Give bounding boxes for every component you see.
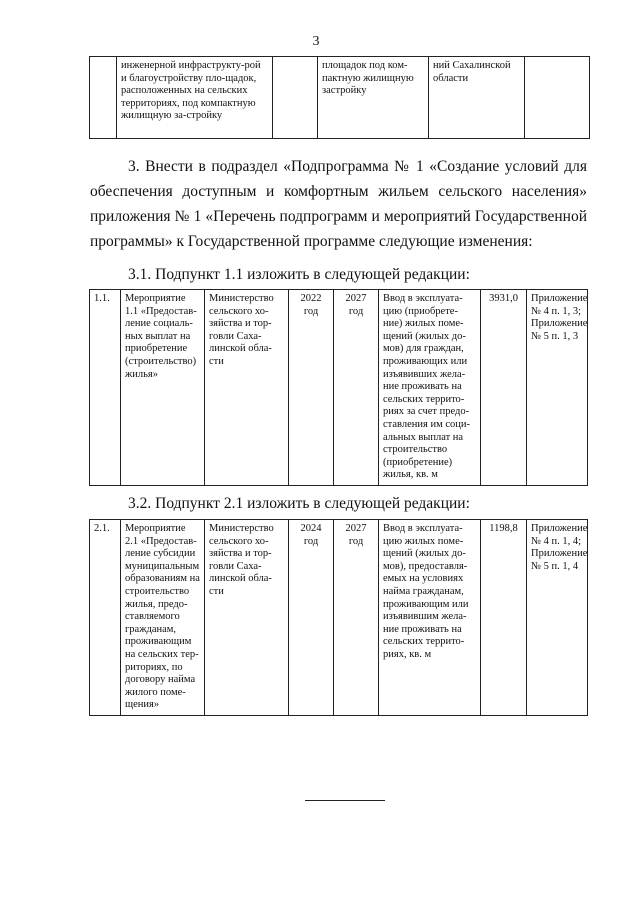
ministry: Министерство сельского хо-зяйства и тор-говли Саха-линской обла-сти — [205, 290, 289, 486]
row-number: 2.1. — [90, 520, 121, 716]
table-row-2-1 — [89, 519, 588, 716]
end-year: 2027 год — [334, 290, 379, 486]
event-name: Мероприятие 1.1 «Предостав-ление социаль-ных выплат на приобретение (строительство) жилья» — [121, 290, 205, 486]
cell-description: инженерной инфраструкту-рой и благоустройству пло-щадок, расположенных на сельских территориях, под компактную жилищную за-стройку — [117, 57, 273, 139]
event-name: Мероприятие 2.1 «Предостав-ление субсидии муниципальным образованиям на строительство жилья, предо-ставляемого гражданам, проживающим на сельских тер-риториях, по договору найма жилого поме-щения» — [121, 520, 205, 716]
value: 1198,8 — [481, 520, 527, 716]
heading-3-1: 3.1. Подпункт 1.1 изложить в следующей редакции: — [128, 266, 470, 283]
end-divider — [305, 800, 385, 801]
heading-3-2: 3.2. Подпункт 2.1 изложить в следующей редакции: — [128, 495, 470, 512]
end-year: 2027 год — [334, 520, 379, 716]
indicator: Ввод в эксплуата-цию жилых поме-щений (жилых до-мов), предоставля-емых на условиях найма гражданам, проживающим или изъявившим жела-ние проживать на сельских террито-риях, кв. м — [379, 520, 481, 716]
start-year: 2022 год — [289, 290, 334, 486]
start-year: 2024 год — [289, 520, 334, 716]
cell-executor: ний Сахалинской области — [429, 57, 525, 139]
cell — [273, 57, 318, 139]
annex: Приложение № 4 п. 1, 3; Приложение № 5 п. 1, 3 — [527, 290, 588, 486]
paragraph-3: 3. Внести в подраздел «Подпрограмма № 1 «Создание условий для обеспечения доступным и комфортным жильем сельского населения» приложения № 1 «Перечень подпрограмм и мероприятий Государственной программы» к Государственной программе следующие изменения: — [90, 158, 587, 250]
value: 3931,0 — [481, 290, 527, 486]
table-row-1-1 — [89, 289, 588, 486]
cell — [525, 57, 590, 139]
cell-description: площадок под ком-пактную жилищную застройку — [318, 57, 429, 139]
continued-table — [89, 56, 590, 139]
page-number: 3 — [312, 34, 320, 49]
annex: Приложение № 4 п. 1, 4; Приложение № 5 п. 1, 4 — [527, 520, 588, 716]
ministry: Министерство сельского хо-зяйства и тор-говли Саха-линской обла-сти — [205, 520, 289, 716]
indicator: Ввод в эксплуата-цию (приобрете-ние) жилых поме-щений (жилых до-мов) для граждан, проживающих или изъявивших жела-ние проживать на сельских террито-риях за счет предо-ставления им соци-альных выплат на строительство (приобретение) жилья, кв. м — [379, 290, 481, 486]
cell — [90, 57, 117, 139]
row-number: 1.1. — [90, 290, 121, 486]
